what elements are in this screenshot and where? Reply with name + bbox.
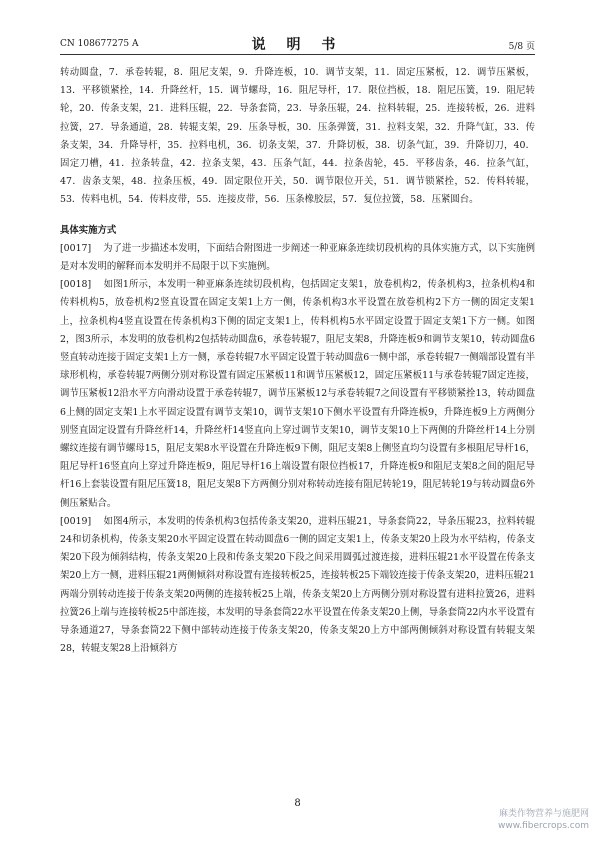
paragraph-text: 为了进一步描述本发明，下面结合附图进一步阐述一种亚麻条连续切段机构的具体实施方式，以下实施例是对本发明的解释而本发明并不局限于以下实施例。 — [60, 242, 536, 273]
component-list-text: 转动圆盘，7．承卷转辊，8．阻尼支架，9．升降连板，10．调节支架，11．固定压紧板，12．调节压紧板，13．平移锁紧拴，14．升降丝杆，15．调节螺母，16．阻尼导杆，17．限位挡板，18．阻尼压簧，19．阻尼转轮，20．传条支架，21．进料压辊，22．导条套筒，23．导条压辊，24．拉料转辊，25．连接转板，26．进料拉簧，27．导条通道，28．转辊支架，29．压条导板，30．压条弹簧，31．拉料支架，32．升降气缸，33．传条支架，34．升降导杆，35．拉料电机，36．切条支架，37．升降切板，38．切条气缸，39．升降切刀，40．固定刀槽，41．拉条转盘，42．拉条支架，43．压条气缸，44．拉条齿轮，45．平移齿条，46．拉条气缸，47．齿条支架，48．拉条压板，49．固定限位开关，50．调节限位开关，51．调节锁紧拴，52．传料转辊，53．传料电机，54．传料皮带，55．连接皮带，56．压条橡胶层，57．复位拉簧，58．压紧圆台。 — [60, 67, 535, 206]
paragraph-tag: [0019] — [60, 515, 92, 527]
paragraph-tag: [0017] — [60, 242, 92, 254]
page-header — [60, 34, 535, 55]
document-body — [60, 64, 535, 659]
section-heading: 具体实施方式 — [60, 224, 117, 236]
watermark-line-2: www.fibercrops.com — [498, 821, 589, 831]
paragraph-0019 — [60, 513, 535, 659]
paragraph-0018 — [60, 276, 535, 513]
paragraph-0017 — [60, 240, 535, 276]
page-number: 8 — [294, 798, 301, 809]
watermark — [498, 808, 589, 832]
document-title: 说 明 书 — [251, 37, 344, 53]
page-info: 5/8 页 — [508, 42, 535, 52]
paragraph-tag: [0018] — [60, 279, 92, 291]
patent-number: CN 108677275 A — [60, 39, 139, 49]
paragraph-text: 如图1所示，本发明一种亚麻条连续切段机构，包括固定支架1，放卷机构2，传条机构3，拉条机构4和传料机构5，放卷机构2竖直设置在固定支架1上方一侧，传条机构3水平设置在放卷机构2下方一侧的固定支架1上，拉条机构4竖直设置在传条机构3下侧的固定支架1上，传料机构5水平固定设置于固定支架1下方一侧。如图2，图3所示，本发明的放卷机构2包括转动圆盘6，承卷转辊7，阻尼支架8，升降连板9和调节支架10，转动圆盘6竖直转动连接于固定支架1上方一侧，承卷转辊7水平固定设置于转动圆盘6一侧中部，承卷转辊7一侧端部设置有半球形机构，承卷转辊7两侧分别对称设置有固定压紧板11和调节压紧板12，固定压紧板11与承卷转辊7固定连接，调节压紧板12沿水平方向滑动设置于承卷转辊7，调节压紧板12与承卷转辊7之间设置有平移锁紧拴13，转动圆盘6上侧的固定支架1上水平固定设置有调节支架10，调节支架10下侧水平设置有升降连板9，升降连板9上方两侧分别竖直固定设置有升降丝杆14，升降丝杆14竖直向上穿过调节支架10，调节支架10上下两侧的升降丝杆14上分别螺纹连接有调节螺母15，阻尼支架8水平设置在升降连板9下侧，阻尼支架8上侧竖直均匀设置有多根阻尼导杆16，阻尼导杆16竖直向上穿过升降连板9，阻尼导杆16上端设置有限位挡板17，升降连板9和阻尼支架8之间的阻尼导杆16上套装设置有阻尼压簧18，阻尼支架8下方两侧分别对称转动连接有阻尼转轮19，阻尼转轮19与转动圆盘6外侧压紧贴合。 — [60, 279, 536, 509]
watermark-line-1: 麻类作物营养与施肥网 — [498, 809, 589, 819]
paragraph-text: 如图4所示，本发明的传条机构3包括传条支架20，进料压辊21，导条套筒22，导条压辊23，拉料转辊24和切条机构，传条支架20水平固定设置在转动圆盘6一侧的固定支架1上，传条支架20上段为水平结构，传条支架20下段为倾斜结构，传条支架20上段和传条支架20下段之间采用圆弧过渡连接，进料压辊21水平设置在传条支架20上方一侧，进料压辊21两侧倾斜对称设置有连接转板25，连接转板25下端铰连接于传条支架20，进料压辊21两端分别转动连接于传条支架20两侧的连接转板25上端，传条支架20上方两侧分别对称设置有进料拉簧26，进料拉簧26上端与连接转板25中部连接，本发明的导条套筒22水平设置在传条支架20上侧，导条套筒22内水平设置有导条通道27，导条套筒22下侧中部转动连接于传条支架20，传条支架20上方中部两侧倾斜对称设置有转辊支架28，转辊支架28上沿倾斜方 — [60, 515, 536, 655]
